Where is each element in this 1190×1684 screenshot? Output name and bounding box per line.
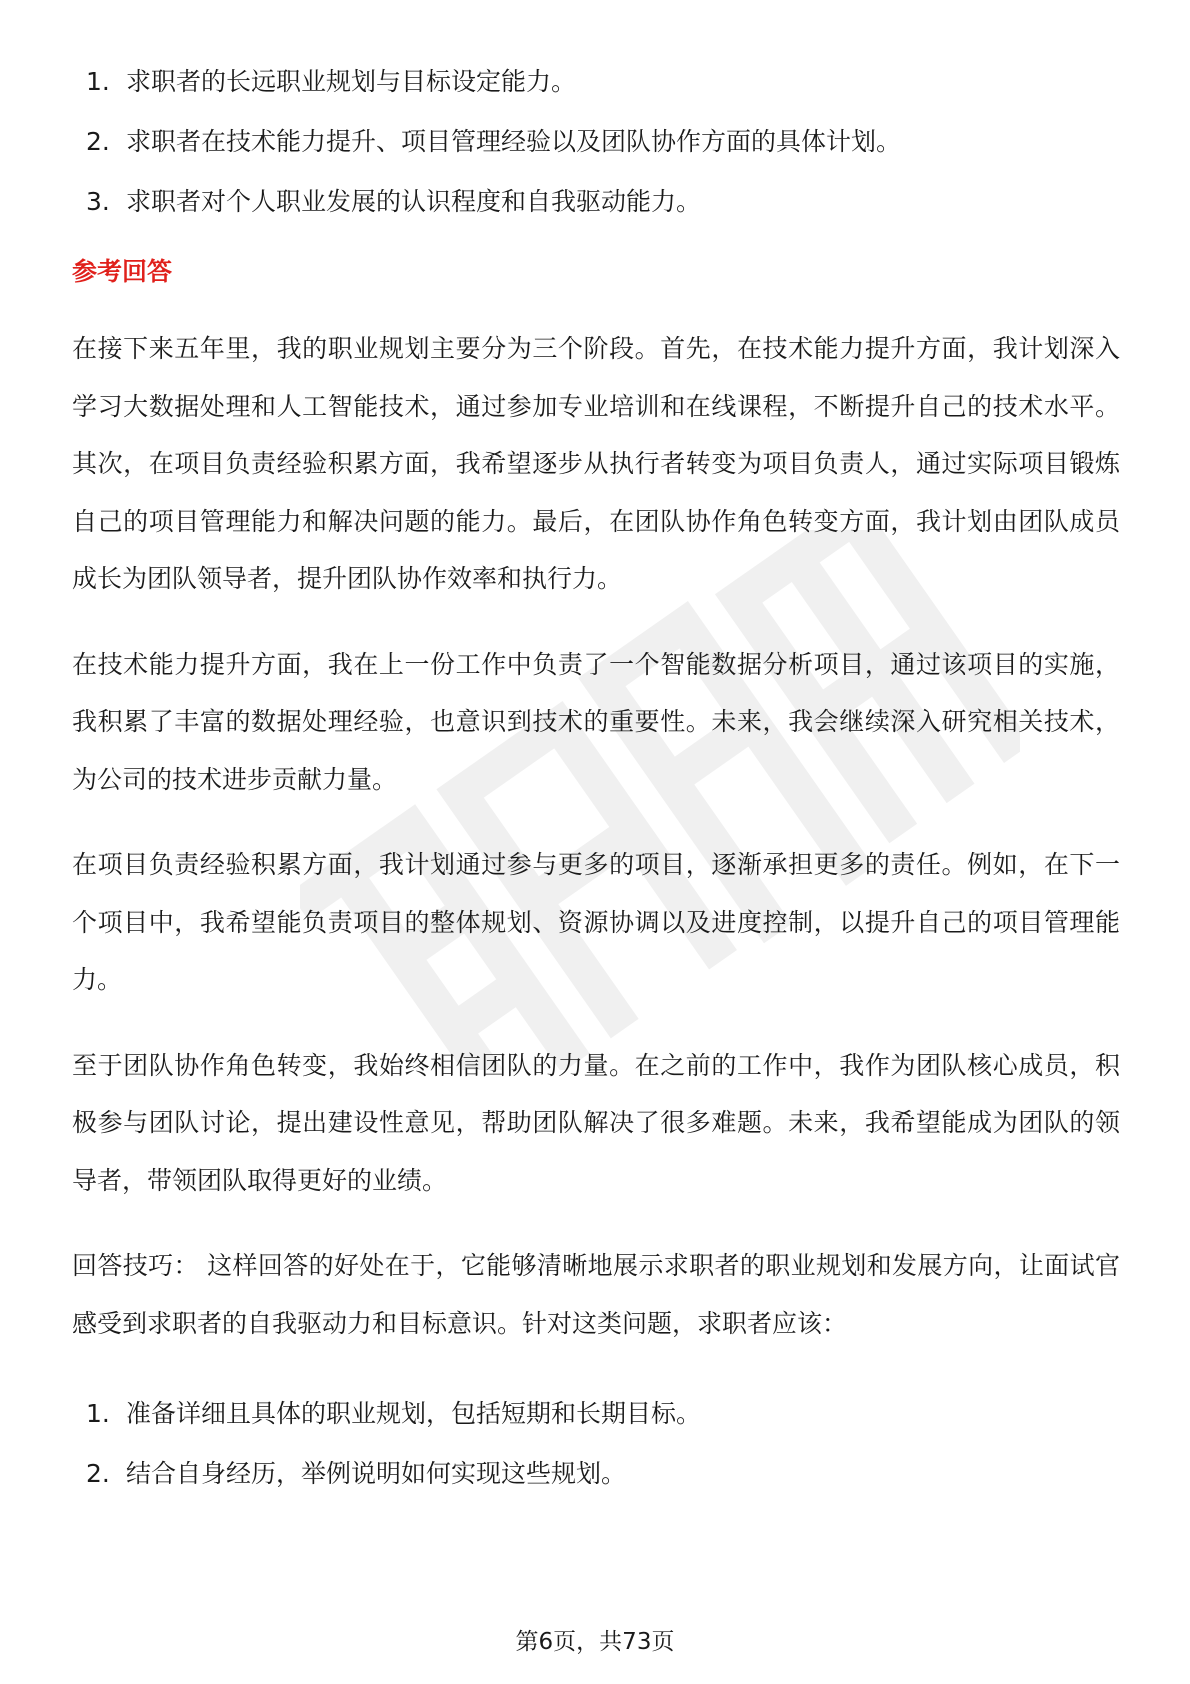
list-item-number: 2.	[86, 1459, 110, 1488]
list-item	[72, 112, 1120, 172]
bottom-numbered-list	[72, 1384, 1120, 1504]
top-numbered-list	[72, 52, 1120, 232]
list-item-number: 1.	[86, 1399, 110, 1428]
answer-tips-paragraph: 回答技巧： 这样回答的好处在于，它能够清晰地展示求职者的职业规划和发展方向，让面试官感受到求职者的自我驱动力和目标意识。针对这类问题，求职者应该：	[72, 1251, 1120, 1338]
answer-paragraph-1: 在接下来五年里，我的职业规划主要分为三个阶段。首先，在技术能力提升方面，我计划深入学习大数据处理和人工智能技术，通过参加专业培训和在线课程，不断提升自己的技术水平。其次，在项目负责经验积累方面，我希望逐步从执行者转变为项目负责人，通过实际项目锻炼自己的项目管理能力和解决问题的能力。最后，在团队协作角色转变方面，我计划由团队成员成长为团队领导者，提升团队协作效率和执行力。	[72, 334, 1120, 593]
list-item-text: 求职者的长远职业规划与目标设定能力。	[126, 67, 577, 96]
list-item-text: 求职者在技术能力提升、项目管理经验以及团队协作方面的具体计划。	[126, 127, 902, 156]
list-item-text: 求职者对个人职业发展的认识程度和自我驱动能力。	[126, 187, 702, 216]
list-item-text: 结合自身经历，举例说明如何实现这些规划。	[126, 1459, 627, 1488]
answer-paragraph-3: 在项目负责经验积累方面，我计划通过参与更多的项目，逐渐承担更多的责任。例如，在下一个项目中，我希望能负责项目的整体规划、资源协调以及进度控制，以提升自己的项目管理能力。	[72, 850, 1120, 994]
list-item	[72, 172, 1120, 232]
answer-paragraph-2: 在技术能力提升方面，我在上一份工作中负责了一个智能数据分析项目，通过该项目的实施，我积累了丰富的数据处理经验，也意识到技术的重要性。未来，我会继续深入研究相关技术，为公司的技术进步贡献力量。	[72, 649, 1120, 794]
list-item	[72, 52, 1120, 112]
answer-paragraph-4: 至于团队协作角色转变，我始终相信团队的力量。在之前的工作中，我作为团队核心成员，积极参与团队讨论，提出建设性意见，帮助团队解决了很多难题。未来，我希望能成为团队的领导者，带领团队取得更好的业绩。	[72, 1050, 1120, 1195]
page-footer: 第6页，共73页	[515, 1629, 675, 1655]
list-item-number: 3.	[86, 187, 110, 216]
document-page	[72, 0, 1120, 1504]
list-item	[72, 1384, 1120, 1444]
list-item-number: 2.	[86, 127, 110, 156]
list-item	[72, 1444, 1120, 1504]
section-title-reference-answer: 参考回答	[72, 257, 173, 286]
list-item-text: 准备详细且具体的职业规划，包括短期和长期目标。	[126, 1399, 702, 1428]
list-item-number: 1.	[86, 67, 110, 96]
